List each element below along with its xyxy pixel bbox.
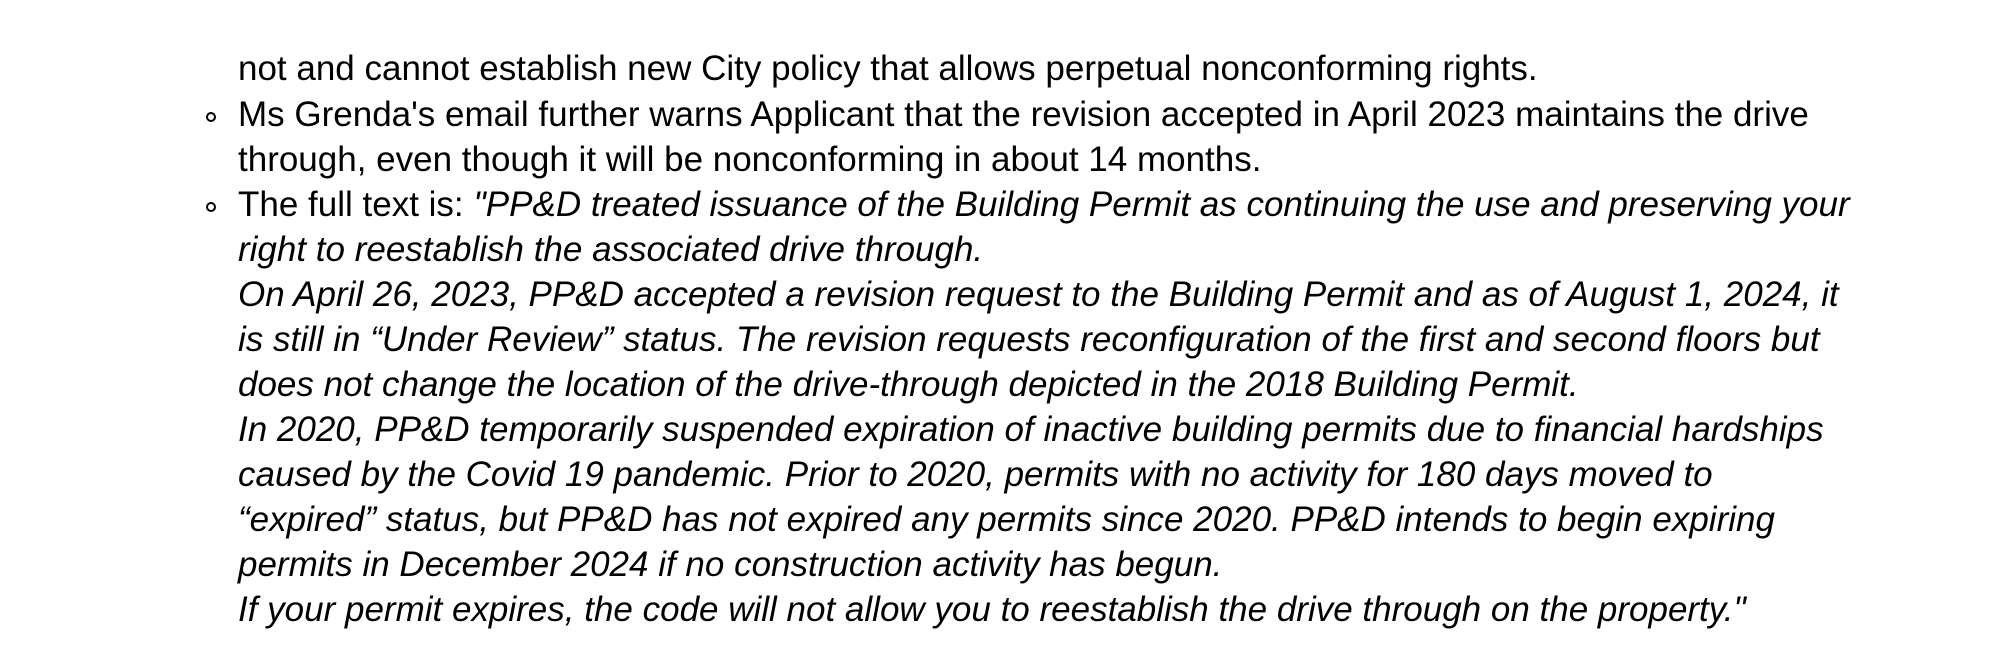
quote-line-9: permits in December 2024 if no construction activity has begun. (238, 545, 1223, 584)
bullet-2-line-1 (238, 182, 1850, 227)
hollow-bullet-icon (206, 202, 216, 212)
quote-lead: The full text is: (238, 185, 474, 224)
quote-line-2: right to reestablish the associated drive through. (238, 230, 984, 269)
quote-line-4: is still in “Under Review” status. The revision requests reconfiguration of the first and second floors but (238, 320, 1820, 359)
quote-line-7: caused by the Covid 19 pandemic. Prior to 2020, permits with no activity for 180 days moved to (238, 455, 1713, 494)
quote-line-8: “expired” status, but PP&D has not expired any permits since 2020. PP&D intends to begin expiring (238, 500, 1775, 539)
quote-line-5: does not change the location of the drive-through depicted in the 2018 Building Permit. (238, 365, 1579, 404)
bullet-1-line-2: through, even though it will be nonconforming in about 14 months. (238, 140, 1262, 179)
quote-line-3: On April 26, 2023, PP&D accepted a revision request to the Building Permit and as of August 1, 2024, it (238, 275, 1839, 314)
quote-text: "PP&D treated issuance of the Building Permit as continuing the use and preserving your (473, 185, 1850, 224)
bullet-1-line-1: Ms Grenda's email further warns Applicant that the revision accepted in April 2023 maintains the drive (238, 95, 1809, 134)
quote-line-10: If your permit expires, the code will not allow you to reestablish the drive through on the property." (238, 590, 1746, 629)
quote-line-6: In 2020, PP&D temporarily suspended expiration of inactive building permits due to financial hardships (238, 410, 1824, 449)
continuation-line: not and cannot establish new City policy that allows perpetual nonconforming rights. (238, 49, 1538, 88)
hollow-bullet-icon (206, 112, 216, 122)
